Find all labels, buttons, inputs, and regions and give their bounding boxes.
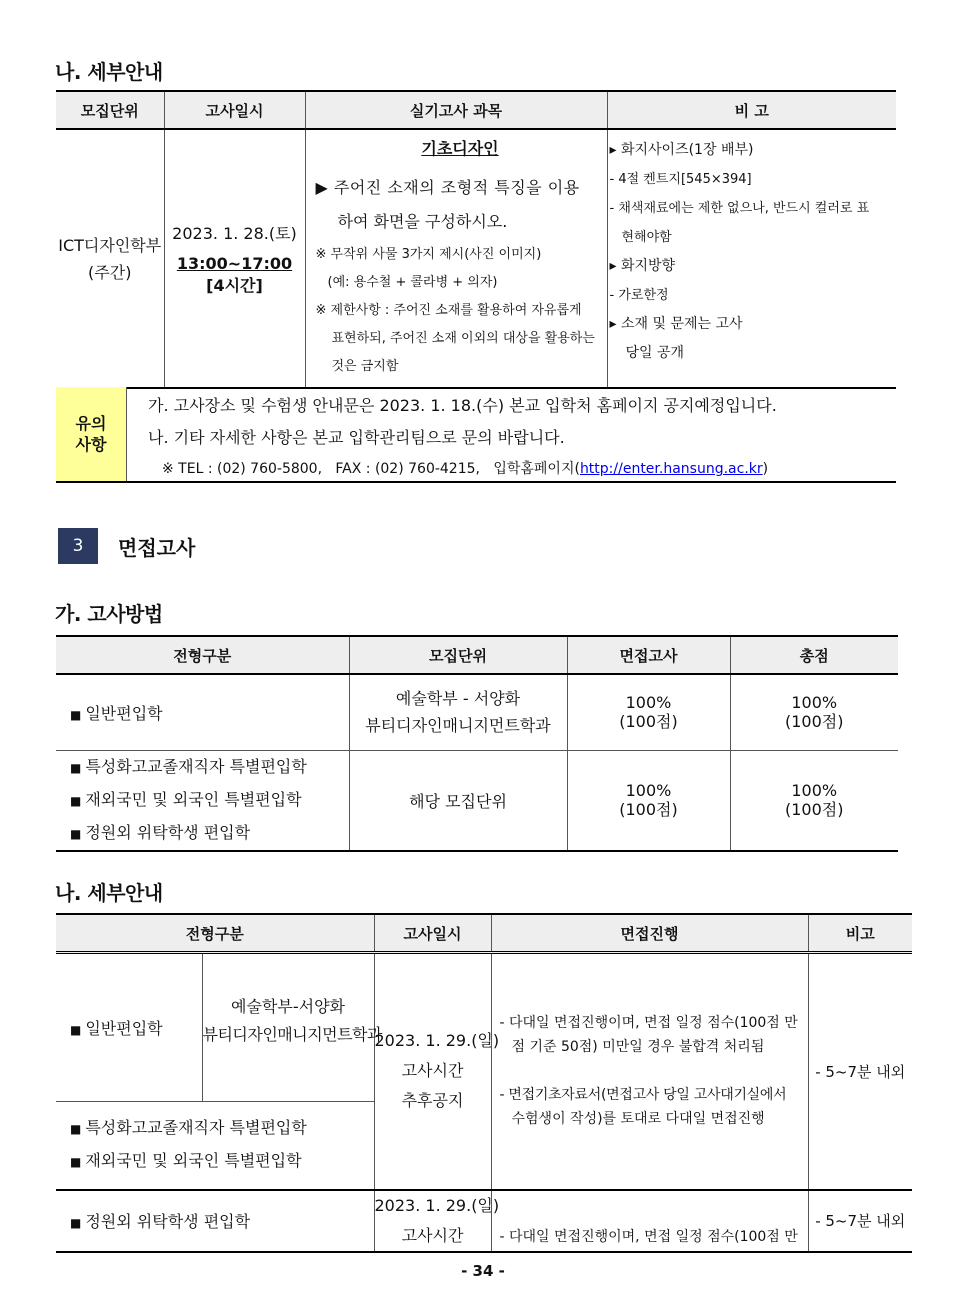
notice-line-2: 나. 기타 자세한 사항은 본교 입학관리팀으로 문의 바랍니다. — [148, 428, 565, 447]
list-item: ■ 정원외 위탁학생 편입학 — [70, 822, 251, 842]
notice-label — [56, 387, 127, 481]
practical-exam-table — [56, 90, 896, 389]
interview-note-3: - 면접기초자료서(면접고사 당일 고사대기실에서 — [499, 1087, 787, 1104]
notice-label-line2: 사항 — [75, 435, 107, 454]
list-item: ■ 특성화고교졸재직자 특별편입학 — [70, 756, 307, 776]
notice-close-paren: ) — [762, 461, 769, 477]
type-general: 일반편입학 — [85, 703, 163, 723]
type-cell-special — [56, 1102, 374, 1190]
remark-cell: - 5~7분 내외 — [808, 953, 912, 1190]
remark-3: - 채색재료에는 제한 없으나, 반드시 컬러로 표 — [609, 201, 870, 216]
total-points: (100점) — [785, 712, 844, 732]
section-heading-interview-details: 나. 세부안내 — [55, 881, 163, 905]
total-percent: 100% — [791, 693, 838, 713]
remark-6: - 가로한정 — [609, 288, 669, 303]
page-number: - 34 - — [461, 1262, 505, 1280]
type-general: 일반편입학 — [85, 1019, 163, 1038]
remark-4: 현해야함 — [621, 230, 672, 245]
unit-line-1: 예술학부 - 서양화 — [395, 689, 521, 709]
subject-note-2: (예: 용수철 + 콜라병 + 의자) — [327, 275, 498, 290]
type-cell-consigned: ■ 정원외 위탁학생 편입학 — [56, 1190, 374, 1252]
notice-label-line1: 유의 — [75, 414, 107, 433]
interview-cell — [567, 674, 730, 750]
interview-note-1: - 다대일 면접진행이며, 면접 일정 점수(100점 만 — [499, 1015, 798, 1032]
subject-instruction-2: 하여 화면을 구성하시오. — [337, 212, 508, 231]
unit-daytime: (주간) — [88, 262, 132, 282]
subject-note-4: 표현하되, 주어진 소재 이외의 대상을 활용하는 — [331, 331, 595, 346]
header-unit: 모집단위 — [349, 636, 567, 674]
unit-cell — [56, 129, 164, 388]
subject-note-3: ※ 제한사항 : 주어진 소재를 활용하여 자유롭게 — [315, 303, 582, 318]
subject-title: 기초디자인 — [421, 139, 499, 158]
total-cell-special — [730, 750, 898, 851]
header-remark: 비고 — [808, 914, 912, 953]
remark-8: 당일 공개 — [625, 345, 685, 361]
unit-line-2: 뷰티디자인매니지먼트학과 — [365, 716, 551, 736]
section-title: 면접고사 — [118, 536, 196, 560]
subject-instruction-1: ▶ 주어진 소재의 조형적 특징을 이용 — [315, 178, 580, 197]
type-special-1: 특성화고교졸재직자 특별편입학 — [85, 756, 307, 776]
list-item: ■ 재외국민 및 외국인 특별편입학 — [70, 1151, 302, 1171]
interview-percent: 100% — [625, 693, 672, 713]
type-special-2: 재외국민 및 외국인 특별편입학 — [85, 1151, 302, 1171]
header-type: 전형구분 — [56, 914, 374, 953]
total-points: (100점) — [785, 800, 844, 819]
unit-cell — [349, 674, 567, 750]
interview-progress-cell — [491, 953, 808, 1190]
interview-method-table — [56, 635, 898, 852]
header-unit: 모집단위 — [56, 91, 164, 129]
type-special-3: 정원외 위탁학생 편입학 — [85, 822, 251, 842]
interview-points: (100점) — [619, 712, 678, 732]
total-percent: 100% — [791, 781, 838, 800]
type-special-1: 특성화고교졸재직자 특별편입학 — [85, 1118, 307, 1138]
exam-time: 13:00~17:00 — [176, 254, 293, 273]
time-label: 고사시간 — [401, 1061, 464, 1081]
header-progress: 면접진행 — [491, 914, 808, 953]
exam-duration: [4시간] — [206, 276, 263, 295]
total-cell — [730, 674, 898, 750]
header-remarks: 비 고 — [607, 91, 896, 129]
notice-line-3 — [162, 458, 768, 478]
unit-line-1: 예술학부-서양화 — [231, 996, 345, 1016]
remark-cell-consigned: - 5~7분 내외 — [808, 1190, 912, 1252]
type-cell: ■ 일반편입학 — [56, 674, 349, 750]
type-special-2: 재외국민 및 외국인 특별편입학 — [85, 789, 302, 809]
type-cell-general: ■ 일반편입학 — [56, 953, 202, 1102]
date-cell — [164, 129, 305, 388]
subject-note-5: 것은 금지함 — [331, 359, 399, 374]
time-label: 고사시간 — [401, 1225, 464, 1245]
header-subject: 실기고사 과목 — [305, 91, 607, 129]
section-number-badge: 3 — [58, 528, 98, 564]
list-item: ■ 특성화고교졸재직자 특별편입학 — [70, 1118, 307, 1138]
admission-homepage-link[interactable]: http://enter.hansung.ac.kr — [579, 461, 763, 477]
interview-date: 2023. 1. 29.(일) — [374, 1195, 500, 1215]
remark-7: ▸ 소재 및 문제는 고사 — [609, 316, 743, 332]
date-cell — [374, 953, 500, 1190]
subject-cell — [305, 129, 607, 388]
subject-note-1: ※ 무작위 사물 3가지 제시(사진 이미지) — [315, 247, 542, 262]
section-heading-details: 나. 세부안내 — [55, 60, 163, 84]
interview-points: (100점) — [619, 800, 678, 819]
unit-name: ICT디자인학부 — [58, 235, 162, 255]
header-date: 고사일시 — [374, 914, 491, 953]
type-cell-special — [56, 750, 349, 851]
method-heading: 가. 고사방법 — [55, 602, 163, 626]
interview-note-2: 점 기준 50점) 미만일 경우 불합격 처리됨 — [511, 1039, 765, 1056]
type-consigned: 정원외 위탁학생 편입학 — [85, 1212, 251, 1231]
remark-5: ▸ 화지방향 — [609, 258, 676, 274]
interview-percent: 100% — [625, 781, 672, 800]
interview-progress-consigned: - 다대일 면접진행이며, 면접 일정 점수(100점 만 — [491, 1190, 808, 1252]
header-type: 전형구분 — [56, 636, 349, 674]
notice-line-1: 가. 고사장소 및 수험생 안내문은 2023. 1. 18.(수) 본교 입학처 홈페이지 공지예정입니다. — [148, 396, 777, 415]
time-note: 추후공지 — [401, 1091, 464, 1111]
unit-line-2: 뷰티디자인매니지먼트학과 — [202, 1024, 382, 1044]
remarks-cell — [607, 129, 896, 388]
exam-date: 2023. 1. 28.(토) — [172, 224, 297, 243]
list-item: ■ 재외국민 및 외국인 특별편입학 — [70, 789, 302, 809]
remark-2: - 4절 켄트지[545×394] — [609, 172, 752, 187]
remark-1: ▸ 화지사이즈(1장 배부) — [609, 142, 754, 158]
header-total: 총점 — [730, 636, 898, 674]
unit-cell — [202, 953, 382, 1102]
notice-contact: ※ TEL : (02) 760-5800, FAX : (02) 760-4215, 입학홈페이지( — [162, 461, 580, 477]
unit-cell-special: 해당 모집단위 — [349, 750, 567, 851]
header-interview: 면접고사 — [567, 636, 730, 674]
interview-details-table — [56, 913, 912, 1253]
interview-cell-special — [567, 750, 730, 851]
interview-date: 2023. 1. 29.(일) — [374, 1031, 500, 1051]
date-cell-consigned — [374, 1190, 500, 1252]
header-date: 고사일시 — [164, 91, 305, 129]
interview-note-4: 수험생이 작성)를 토대로 다대일 면접진행 — [511, 1111, 765, 1128]
notice-box — [56, 387, 896, 483]
